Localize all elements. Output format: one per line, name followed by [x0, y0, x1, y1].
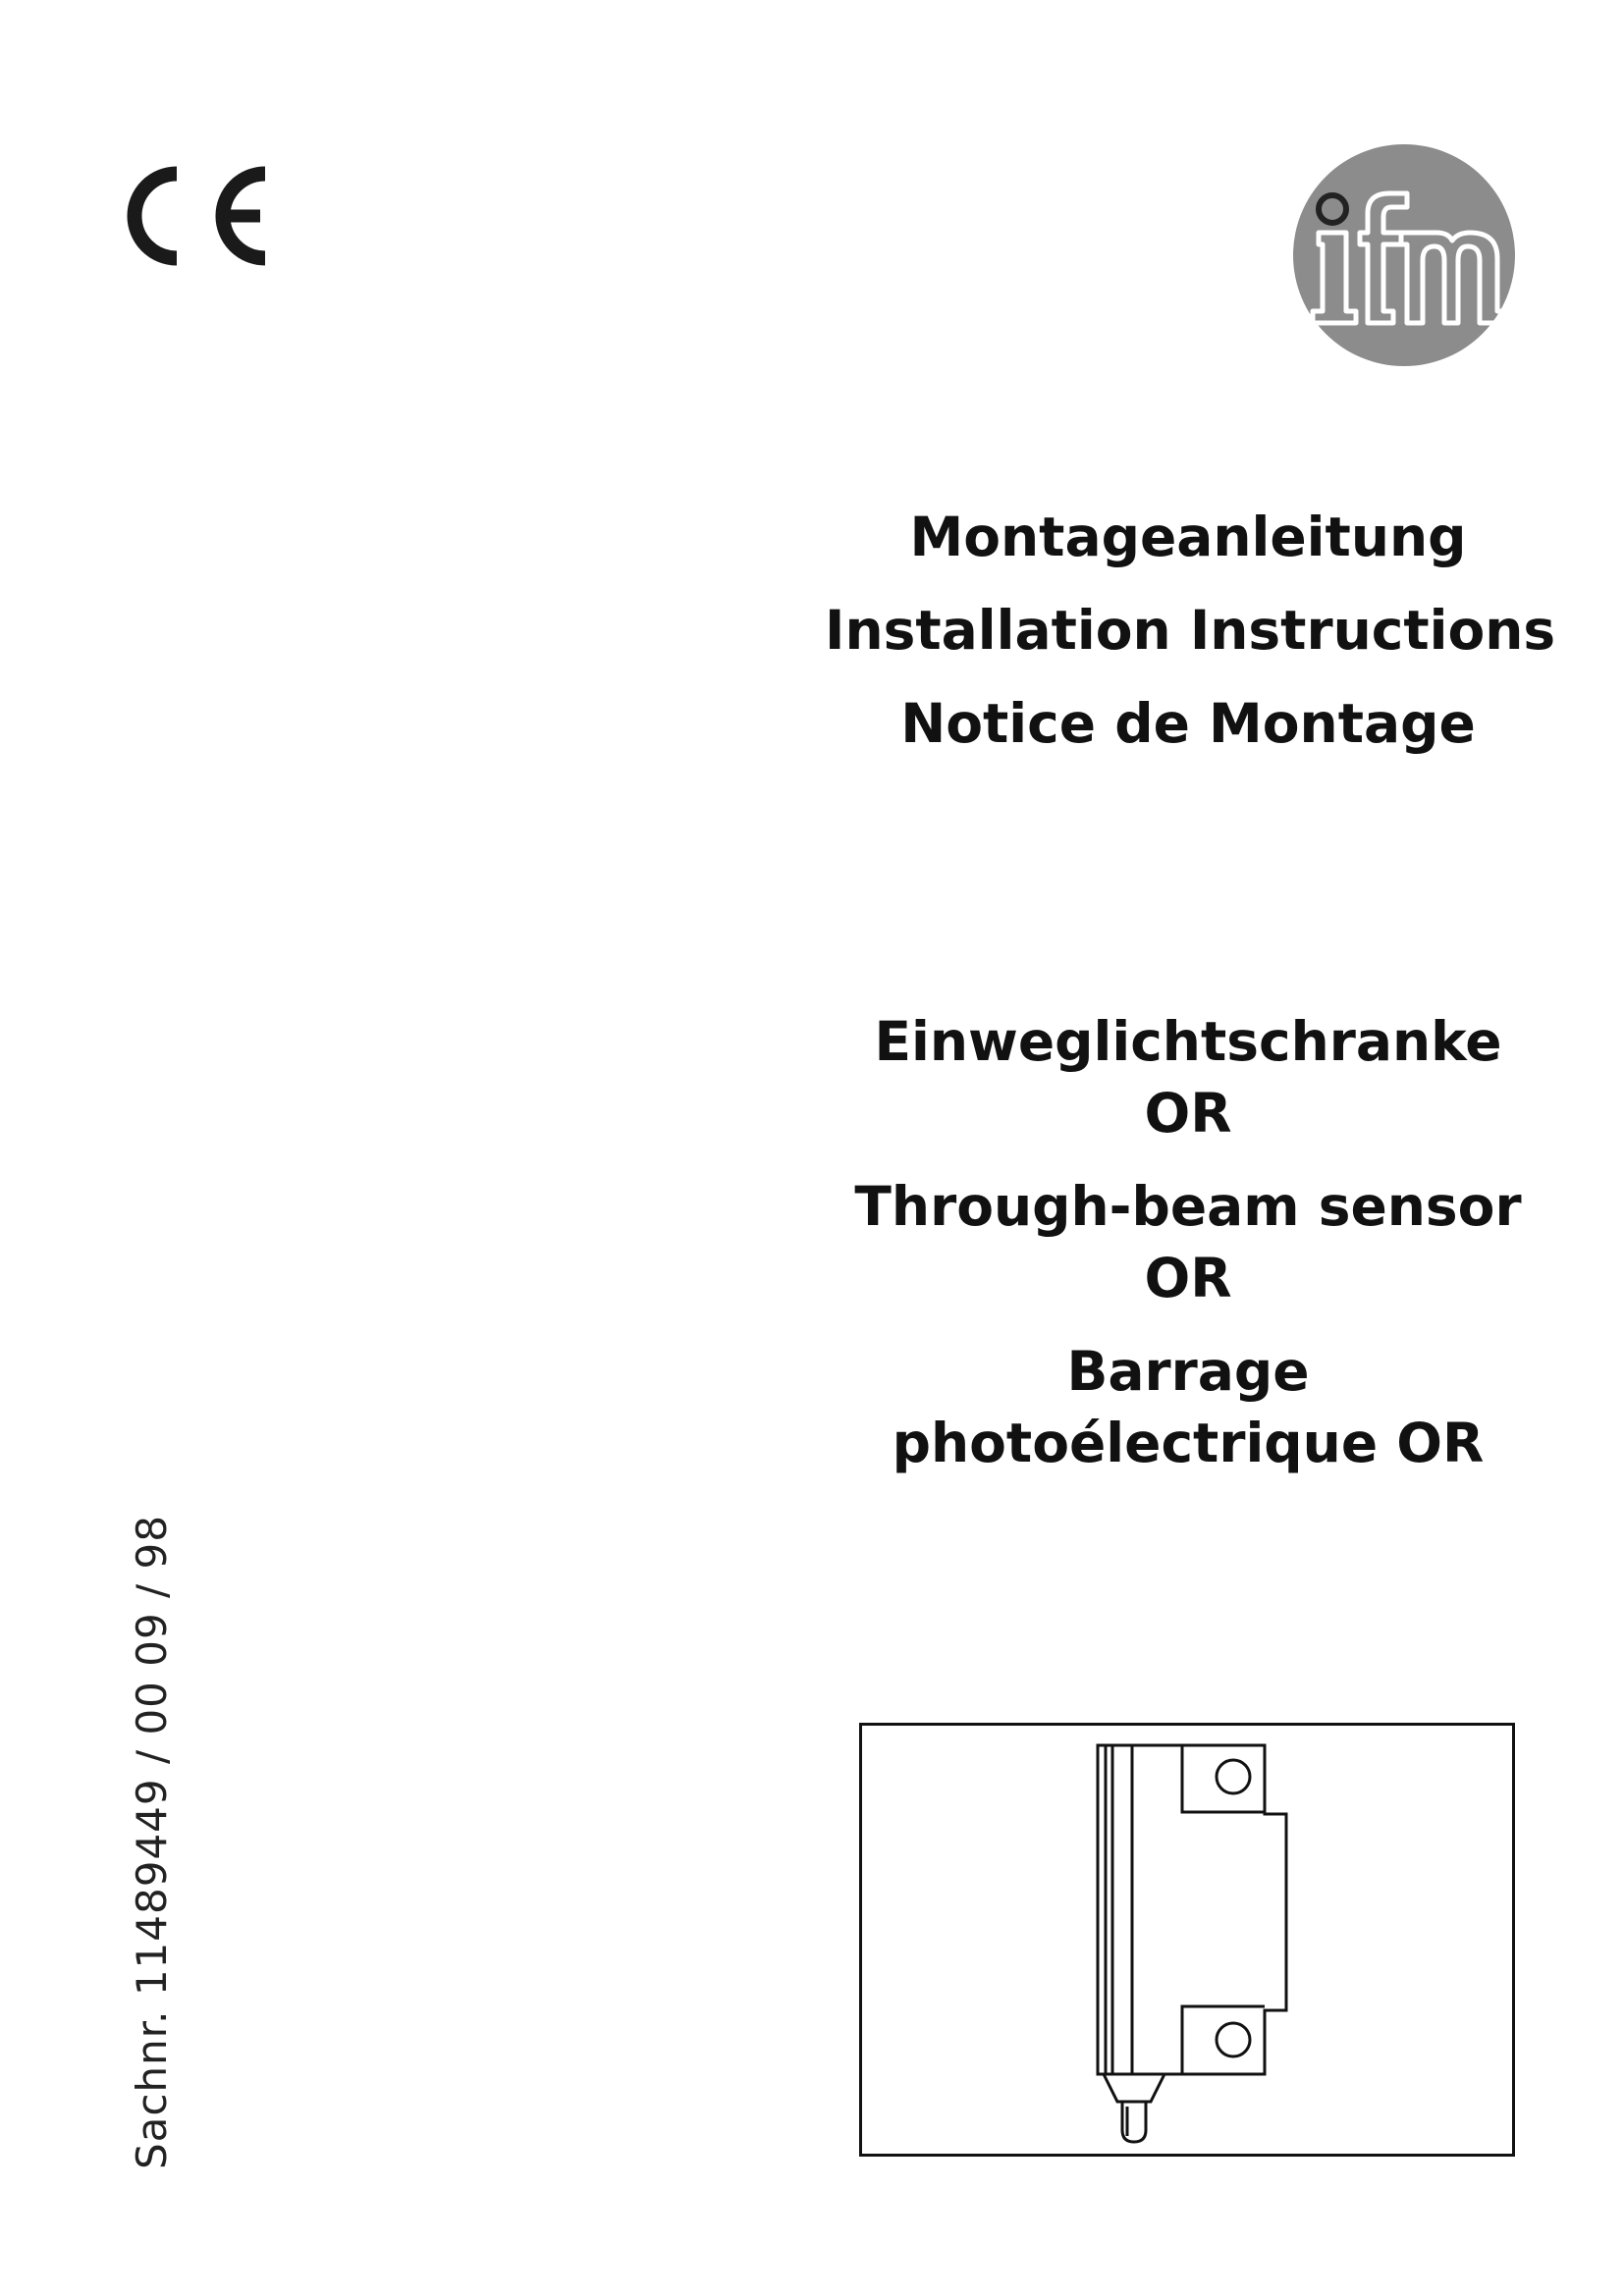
ce-mark-icon — [123, 162, 280, 270]
doc-title-de: Montageanleitung — [909, 506, 1467, 568]
sensor-drawing-frame — [859, 1723, 1515, 2157]
product-titles — [825, 1006, 1551, 1501]
product-title-en-line2: OR — [1144, 1247, 1232, 1309]
product-title-en — [825, 1171, 1551, 1314]
ifm-logo — [1291, 142, 1517, 368]
product-title-fr-line1: Barrage — [1066, 1340, 1310, 1403]
sensor-drawing-icon — [862, 1726, 1512, 2154]
product-title-fr — [825, 1336, 1551, 1479]
product-title-en-line1: Through-beam sensor — [854, 1175, 1522, 1238]
part-number: Sachnr. 11489449 / 00 09 / 98 — [128, 1515, 176, 2169]
product-title-de-line2: OR — [1144, 1082, 1232, 1145]
product-title-de-line1: Einweglichtschranke — [874, 1010, 1502, 1073]
doc-title-fr: Notice de Montage — [900, 692, 1476, 755]
product-title-de — [825, 1006, 1551, 1149]
doc-title-en: Installation Instructions — [825, 599, 1556, 662]
document-titles — [825, 491, 1556, 771]
product-title-fr-line2: photoélectrique OR — [892, 1412, 1485, 1474]
